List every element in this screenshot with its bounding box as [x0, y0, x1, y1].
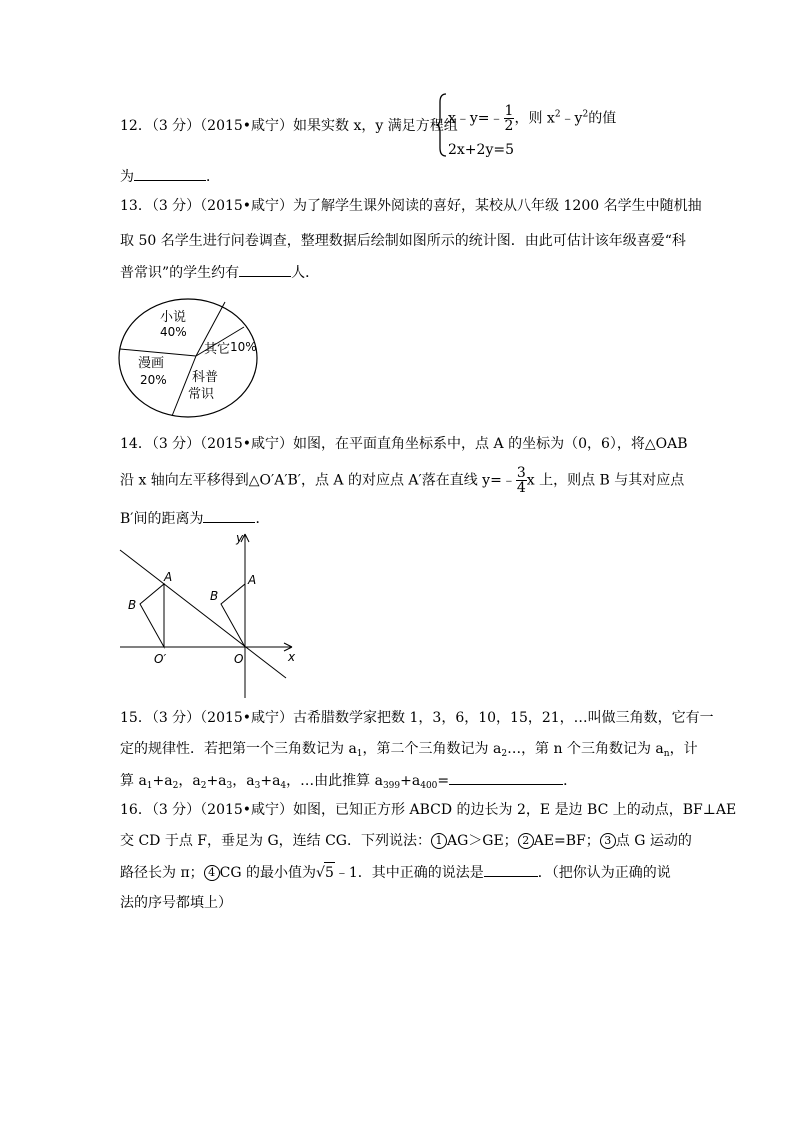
q12-line2-end: ． — [206, 169, 220, 185]
q12-brace — [434, 92, 448, 158]
q12-eq1 — [448, 104, 616, 133]
sqrt-icon: √ — [316, 865, 325, 881]
q12-line1 — [120, 116, 458, 136]
q14-line2a: 沿 x 轴向左平移得到△O′A′B′，点 A 的对应点 A′落在直线 y=﹣ — [120, 472, 516, 489]
q12-eq1-frac — [504, 104, 515, 133]
pie-label-comic: 漫画 — [138, 356, 165, 371]
q15-line3a: 算 a — [120, 773, 147, 789]
q12-eq1-den: 2 — [504, 118, 514, 134]
q12-end: 的值 — [588, 110, 617, 127]
q16-circle-2: 2 — [518, 833, 534, 849]
q14-line3-text: B′间的距离为 — [120, 511, 204, 527]
q12-eq1-num: 1 — [504, 103, 514, 119]
q12-mid: ﹣y — [560, 110, 583, 127]
q15-line2c: …，第 n 个三角数记为 a — [507, 741, 664, 757]
q15-line3 — [120, 770, 577, 796]
point-B: B — [210, 589, 219, 603]
q15-line1: 15．（3 分）（2015•咸宁）古希腊数学家把数 1，3，6，10，15，21，…叫做三角数，它有一 — [120, 710, 714, 726]
q14-frac-num: 3 — [516, 465, 526, 481]
q15-line3-end: ． — [563, 773, 578, 789]
q15-line3i: = — [437, 773, 450, 789]
pie-divider-3 — [120, 349, 196, 356]
point-B-prime: B — [128, 598, 137, 612]
q16-line3a: 路径长为 π； — [120, 865, 204, 881]
q16-line2 — [120, 831, 692, 851]
line-y-eq-minus-three-quarters-x — [120, 550, 286, 678]
q15-line3g: ，…由此推算 a — [286, 773, 383, 789]
y-axis-label: y — [236, 531, 244, 545]
q15-line3e: ，a — [232, 773, 255, 789]
q16-sqrt-value: 5 — [324, 862, 335, 883]
q16-line2d: 点 G 运动的 — [615, 833, 692, 849]
q15-sub-n: n — [663, 749, 670, 759]
q13-line2: 取 50 名学生进行问卷调查，整理数据后绘制如图所示的统计图．由此可估计该年级喜爱“科 — [120, 233, 686, 249]
q12-exp2: 2 — [582, 109, 589, 120]
q13-line3 — [120, 262, 319, 283]
q15-line2d: ，计 — [669, 741, 698, 757]
q13-answer-blank[interactable] — [239, 262, 291, 277]
q13-line1: 13．（3 分）（2015•咸宁）为了解学生课外阅读的喜好，某校从八年级 1200 名学生中随机抽 — [120, 198, 702, 214]
q15-t6: 4 — [280, 781, 287, 791]
q14-line2b: x 上，则点 B 与其对应点 — [526, 472, 685, 489]
q15-answer-blank[interactable] — [449, 770, 563, 785]
q16-line3 — [120, 862, 671, 883]
q15-t2: 2 — [172, 781, 179, 791]
q12-eq2: 2x+2y=5 — [448, 142, 514, 158]
q16-line3d: ．（把你认为正确的说 — [537, 865, 671, 881]
q15-line2 — [120, 739, 698, 764]
q12-answer-blank[interactable] — [134, 166, 206, 181]
q13-line3-text: 普常识”的学生约有 — [120, 265, 240, 281]
pie-pct-comic: 20% — [140, 373, 167, 387]
q15-line2b: ，第二个三角数记为 a — [362, 741, 502, 757]
q12-eq1-left: x﹣y=﹣ — [448, 110, 504, 127]
q16-circle-3: 3 — [600, 833, 616, 849]
q14-line2 — [120, 466, 684, 495]
q15-line3f: +a — [260, 773, 281, 789]
q15-line3h: +a — [400, 773, 421, 789]
q16-line3c: ﹣1．其中正确的说法是 — [334, 865, 484, 881]
q16-line2c: AE=BF； — [533, 833, 600, 849]
pie-divider-4 — [172, 356, 196, 416]
q16-circle-1: 1 — [431, 833, 447, 849]
q15-t8: 400 — [420, 781, 438, 791]
q12-line2 — [120, 166, 220, 187]
pie-label-other: 其它 — [204, 342, 231, 357]
q15-line3b: +a — [152, 773, 173, 789]
pie-label-science-1: 科普 — [192, 370, 219, 385]
q14-coordinate-figure — [116, 528, 306, 700]
q15-t1: 1 — [146, 781, 153, 791]
pie-label-science-2: 常识 — [188, 387, 215, 402]
q14-line1: 14．（3 分）（2015•咸宁）如图，在平面直角坐标系中，点 A 的坐标为（0，6），将△OAB — [120, 436, 688, 452]
q16-line2a: 交 CD 于点 F，垂足为 G，连结 CG．下列说法： — [120, 833, 431, 849]
q14-answer-blank[interactable] — [203, 508, 255, 523]
point-O-prime: O′ — [154, 652, 167, 666]
q14-frac-den: 4 — [516, 480, 526, 496]
point-O: O — [234, 652, 244, 666]
q12-lead: 12．（3 分）（2015•咸宁）如果实数 x，y 满足方程组 — [120, 118, 458, 134]
q14-frac — [516, 466, 527, 495]
q16-line3b: CG 的最小值为 — [219, 865, 317, 881]
q13-pie-chart — [116, 296, 266, 422]
q15-line3c: ，a — [178, 773, 201, 789]
x-axis-label: x — [288, 650, 296, 664]
pie-label-novel: 小说 — [160, 310, 187, 325]
q15-t7: 399 — [382, 781, 401, 791]
q15-t3: 2 — [200, 781, 207, 791]
triangle-translated — [140, 584, 164, 647]
q16-circle-4: 4 — [204, 865, 220, 881]
q12-line2-text: 为 — [120, 169, 134, 185]
q15-t4: 3 — [226, 781, 233, 791]
point-A-prime: A — [164, 570, 173, 584]
q16-line4: 法的序号都填上） — [120, 895, 232, 911]
pie-pct-novel: 40% — [160, 325, 187, 339]
q16-line1: 16．（3 分）（2015•咸宁）如图，已知正方形 ABCD 的边长为 2，E 是边 BC 上的动点，BF⊥AE — [120, 802, 737, 818]
q16-line2b: AG＞GE； — [446, 833, 518, 849]
q12-eq1-tail: ，则 x — [514, 110, 555, 127]
q15-t5: 3 — [254, 781, 261, 791]
q13-line3-end: 人． — [291, 265, 320, 281]
q15-sub-1: 1 — [356, 749, 363, 759]
q15-sub-2: 2 — [501, 749, 508, 759]
q14-line3-end: ． — [255, 511, 270, 527]
q15-line2a: 定的规律性．若把第一个三角数记为 a — [120, 741, 357, 757]
q14-line3 — [120, 508, 269, 529]
q12-exp1: 2 — [554, 109, 561, 120]
pie-pct-other: 10% — [230, 340, 257, 354]
q15-line3d: +a — [206, 773, 227, 789]
point-A: A — [248, 573, 257, 587]
q16-answer-blank[interactable] — [484, 862, 538, 877]
